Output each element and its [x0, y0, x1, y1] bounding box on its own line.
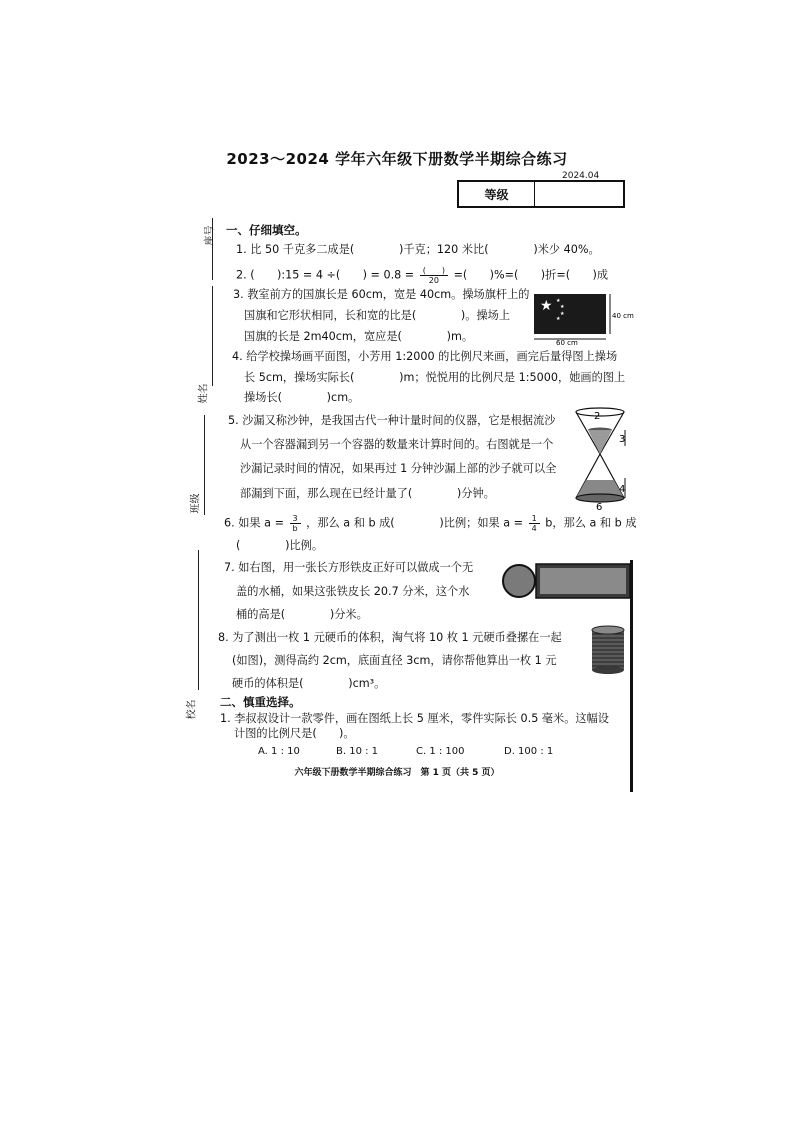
question-8-line3: 硬币的体积是( )cm³。: [232, 677, 386, 690]
option-c[interactable]: C. 1 : 100: [416, 746, 465, 757]
flag-small-star-icon: ★: [556, 316, 561, 322]
question-3-line3: 国旗的长是 2m40cm，宽应是( )m。: [244, 330, 474, 343]
coin-stack-bottom: [592, 666, 624, 674]
school-label: 校名: [186, 699, 198, 720]
question-8-line1: 8. 为了测出一枚 1 元硬币的体积，淘气将 10 枚 1 元硬币叠摞在一起: [218, 631, 562, 644]
section1-heading: 一、仔细填空。: [226, 223, 307, 237]
seat-label: 座号: [204, 225, 216, 246]
q6-frac1-den: b: [292, 524, 298, 533]
name-label: 姓名: [198, 383, 210, 404]
flag-small-star-icon: ★: [560, 304, 565, 310]
flag-small-star-icon: ★: [556, 298, 561, 304]
question-5-line1: 5. 沙漏又称沙钟，是我国古代一种计量时间的仪器，它是根据流沙: [228, 414, 556, 427]
margin-line-3: [204, 415, 205, 515]
question-3-line2: 国旗和它形状相同，长和宽的比是( )。操场上: [244, 309, 511, 322]
question-4-line1: 4. 给学校操场画平面图，小芳用 1:2000 的比例尺来画，画完后量得图上操场: [232, 350, 618, 363]
option-d[interactable]: D. 100 : 1: [504, 746, 554, 757]
question-5-line4: 部漏到下面，那么现在已经计量了( )分钟。: [240, 487, 495, 500]
question-5-line3: 沙漏记录时间的情况，如果再过 1 分钟沙漏上部的沙子就可以全: [240, 462, 557, 475]
q6-frac2-num: 1: [529, 514, 540, 524]
q2-part-a: 2. ( ):15 = 4 ÷( ) = 0.8 =: [236, 268, 415, 282]
exam-date: 2024.04: [562, 171, 600, 181]
q2-fraction: [420, 266, 448, 285]
question-2: [236, 266, 608, 285]
grade-label: 等级: [459, 182, 535, 206]
q6-part-c: b，那么 a 和 b 成: [545, 516, 637, 530]
q6-part-a: 6. 如果 a =: [224, 516, 284, 530]
question-7-line3: 桶的高是( )分米。: [236, 608, 368, 621]
flag-width-label: 60 cm: [556, 339, 578, 347]
q2-frac-den: 20: [428, 276, 439, 285]
question-3-line1: 3. 教室前方的国旗长是 60cm，宽是 40cm。操场旗杆上的: [233, 288, 530, 301]
coin-stack-top: [592, 626, 624, 634]
hourglass-mid-label: 3: [619, 434, 626, 445]
hourglass-base-rim: [576, 494, 624, 502]
question-7-line2: 盖的水桶，如果这张铁皮长 20.7 分米，这个水: [236, 585, 470, 598]
bucket-base-circle: [503, 565, 535, 597]
bucket-net-inner: [540, 568, 626, 594]
flag-big-star-icon: ★: [540, 298, 553, 314]
flag-figure: [530, 290, 634, 347]
question-7-line1: 7. 如右图，用一张长方形铁皮正好可以做成一个无: [224, 561, 474, 574]
question-1: 1. 比 50 千克多二成是( )千克；120 米比( )米少 40%。: [236, 243, 600, 256]
hourglass-top-label: 2: [594, 411, 601, 422]
bucket-net-figure: [500, 562, 632, 602]
page-footer: 六年级下册数学半期综合练习 第 1 页（共 5 页）: [294, 768, 500, 778]
page-right-edge: [630, 560, 633, 792]
grade-box: [457, 180, 625, 208]
flag-height-label: 40 cm: [612, 312, 634, 320]
coin-stack-figure: [588, 624, 628, 678]
class-label: 班级: [190, 493, 202, 514]
q2-part-b: =( )%=( )折=( )成: [453, 268, 609, 282]
option-b[interactable]: B. 10 : 1: [336, 746, 379, 757]
question-8-line2: (如图)，测得高约 2cm，底面直径 3cm，请你帮他算出一枚 1 元: [232, 654, 557, 667]
q6-fraction-2: [529, 514, 540, 533]
q6-frac1-num: 3: [290, 514, 301, 524]
section2-heading: 二、慎重选择。: [220, 695, 301, 709]
question-4-line3: 操场长( )cm。: [244, 391, 360, 404]
page-title: 2023～2024 学年六年级下册数学半期综合练习: [226, 150, 568, 168]
hourglass-figure: [572, 402, 630, 513]
flag-small-star-icon: ★: [560, 311, 565, 317]
grade-value-field[interactable]: [535, 182, 623, 206]
hourglass-base-label: 6: [596, 502, 603, 513]
question-4-line2: 长 5cm，操场实际长( )m；悦悦用的比例尺是 1:5000，她画的图上: [244, 371, 626, 384]
margin-line-2: [212, 286, 213, 386]
s2-question-1-line1: 1. 李叔叔设计一款零件，画在图纸上长 5 厘米，零件实际长 0.5 毫米。这幅设: [220, 712, 609, 725]
hourglass-sand-upper: [588, 430, 612, 454]
s2-question-1-line2: 计图的比例尺是( )。: [234, 727, 355, 740]
question-6-line1: [224, 514, 637, 533]
margin-line-4: [198, 550, 199, 690]
q6-frac2-den: 4: [531, 524, 537, 533]
question-5-line2: 从一个容器漏到另一个容器的数量来计算时间的。右图就是一个: [240, 438, 554, 451]
hourglass-low-label: 4: [619, 484, 626, 495]
option-a[interactable]: A. 1 : 10: [258, 746, 300, 757]
q6-fraction-1: [290, 514, 301, 533]
question-6-line2: ( )比例。: [236, 539, 324, 552]
q2-frac-num: ( ): [420, 266, 448, 276]
q6-part-b: ，那么 a 和 b 成( )比例；如果 a =: [306, 516, 524, 530]
